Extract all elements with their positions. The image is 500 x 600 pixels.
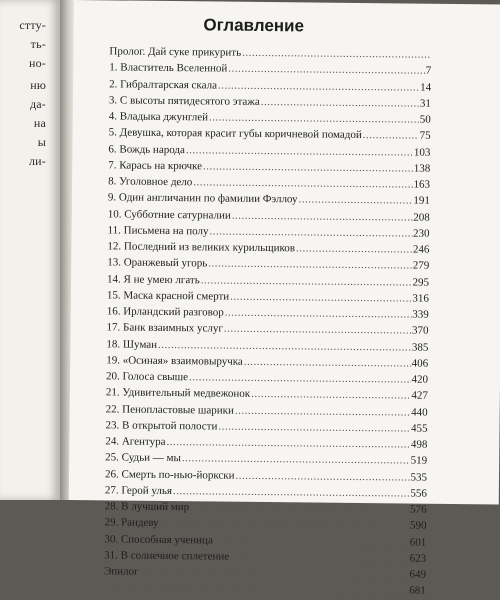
toc-entry-label: 25. Судьи — мы — [105, 451, 182, 465]
toc-entry-label: 23. В открытой полости — [105, 419, 218, 433]
toc-entry-page: 339 — [412, 308, 429, 321]
toc-entry-label: 27. Герой улья — [104, 484, 173, 497]
toc-entry-page: 14 — [420, 81, 432, 94]
toc-entry-label: 10. Субботние сатурналии — [107, 207, 231, 222]
toc-entry-page: 455 — [410, 422, 428, 435]
dot-leader — [298, 192, 412, 209]
dot-leader — [105, 580, 409, 599]
toc-entry — [104, 580, 426, 600]
toc-entry-page: 576 — [410, 503, 427, 516]
toc-entry-label: 4. Владыка джунглей — [108, 110, 209, 124]
dot-leader — [224, 321, 411, 339]
toc-entry-label: 29. Рандеву — [104, 516, 159, 530]
toc-entry-label: 31. В солнечное сплетение — [104, 549, 230, 563]
left-page-line: ть- — [30, 37, 46, 51]
toc-entry-page: 50 — [419, 113, 431, 126]
toc-entry-label: 3. С высоты пятидесятого этажа — [108, 94, 260, 108]
toc-entry-page: 556 — [410, 487, 427, 500]
toc-entry-label: 7. Карась на крючке — [108, 159, 203, 173]
toc-entry-page: 31 — [419, 97, 431, 110]
toc-entry-label: 9. Один англичанин по фамилии Фэллоу — [107, 191, 298, 206]
left-page-line: стту- — [19, 18, 46, 32]
toc-entry-label: 12. Последний из великих курильщиков — [107, 240, 296, 255]
toc-entry-label: 16. Ирландский разговор — [106, 305, 224, 319]
toc-entry-page: 519 — [410, 454, 428, 467]
toc-entry-page: 7 — [425, 64, 432, 77]
toc-entry-page: 279 — [412, 259, 430, 272]
toc-entry-label: 5. Девушка, которая красит губы коричневой помадой — [108, 126, 362, 142]
dot-leader — [261, 94, 419, 112]
dot-leader — [214, 532, 409, 550]
toc-entry-label: 20. Голоса свыше — [105, 370, 189, 384]
toc-entry-page: 535 — [410, 471, 428, 484]
table-of-contents — [104, 43, 432, 599]
toc-entry-label: 21. Удивительный медвежонок — [105, 386, 251, 401]
toc-entry-page: 246 — [412, 243, 430, 256]
toc-entry-label: 19. «Осиная» взаимовыручка — [106, 354, 243, 368]
toc-entry-page: 681 — [409, 584, 426, 597]
toc-entry-page: 295 — [412, 276, 430, 289]
dot-leader — [363, 127, 419, 144]
toc-entry-page: 103 — [413, 146, 431, 159]
toc-entry-label: 30. Способная ученица — [104, 532, 213, 546]
toc-entry-label: 13. Оранжевый угорь — [107, 256, 208, 270]
toc-entry-label: 26. Смерть по-нью-йоркски — [104, 467, 235, 482]
toc-entry-page: 498 — [410, 438, 428, 451]
toc-entry-page: 601 — [409, 536, 427, 549]
toc-entry-label: 14. Я не умею лгать — [107, 272, 200, 286]
toc-entry-label: Эпилог — [103, 565, 139, 578]
dot-leader — [218, 418, 410, 436]
dot-leader — [230, 288, 411, 306]
toc-entry-page: 75 — [419, 129, 431, 142]
toc-entry-page: 420 — [411, 373, 429, 386]
left-page-line: да- — [29, 97, 46, 111]
toc-entry-page: 138 — [413, 162, 431, 175]
toc-entry-label: 24. Агентура — [105, 435, 166, 448]
dot-leader — [235, 467, 409, 485]
toc-entry-page: 623 — [409, 552, 427, 565]
toc-entry-label: 6. Вождь народа — [108, 142, 185, 156]
dot-leader — [230, 548, 409, 566]
toc-entry-label: 2. Гибралтарская скала — [109, 77, 218, 92]
toc-entry-label: 15. Маска красной смерти — [106, 289, 230, 303]
left-page — [0, 0, 60, 500]
toc-entry-page: 590 — [409, 519, 427, 532]
toc-entry-page: 163 — [413, 178, 431, 191]
dot-leader — [251, 386, 410, 404]
dot-leader — [242, 45, 430, 63]
left-page-line: ню — [30, 78, 46, 92]
toc-entry-label: 11. Письмена на полу — [107, 224, 209, 238]
toc-entry-page: 406 — [411, 357, 429, 370]
toc-entry-page: 440 — [411, 406, 428, 419]
toc-entry-label: 17. Банк взаимных услуг — [106, 321, 223, 335]
dot-leader — [235, 402, 410, 420]
toc-entry-label: 8. Уголовное дело — [108, 175, 193, 189]
left-page-line: но- — [28, 56, 46, 70]
dot-leader — [225, 305, 412, 323]
toc-entry-page: 649 — [409, 568, 427, 581]
toc-entry-page: 230 — [413, 227, 430, 240]
toc-entry-page: 427 — [411, 389, 428, 402]
dot-leader — [296, 240, 412, 257]
toc-entry-page: 370 — [411, 324, 429, 337]
left-page-line: ли- — [28, 154, 46, 168]
toc-entry-label: 18. Шуман — [106, 337, 158, 351]
left-page-line: на — [33, 116, 46, 130]
left-page-line: ы — [37, 135, 46, 149]
page-title: Оглавление — [203, 15, 305, 36]
dot-leader — [232, 207, 413, 225]
toc-entry-label: 1. Властитель Вселенной — [109, 61, 228, 75]
toc-entry-page: 316 — [412, 292, 429, 305]
toc-entry-label: Пролог. Дай суке прикурить — [109, 45, 242, 59]
dot-leader — [228, 61, 425, 79]
toc-entry-page: 191 — [413, 194, 430, 207]
toc-entry-page: 208 — [413, 211, 430, 224]
toc-entry-label: 28. В лучший мир — [104, 500, 190, 514]
dot-leader — [244, 354, 411, 372]
toc-entry-label: 22. Пенопластовые шарики — [105, 402, 234, 417]
right-page — [69, 0, 500, 597]
toc-entry-page: 385 — [411, 341, 429, 354]
